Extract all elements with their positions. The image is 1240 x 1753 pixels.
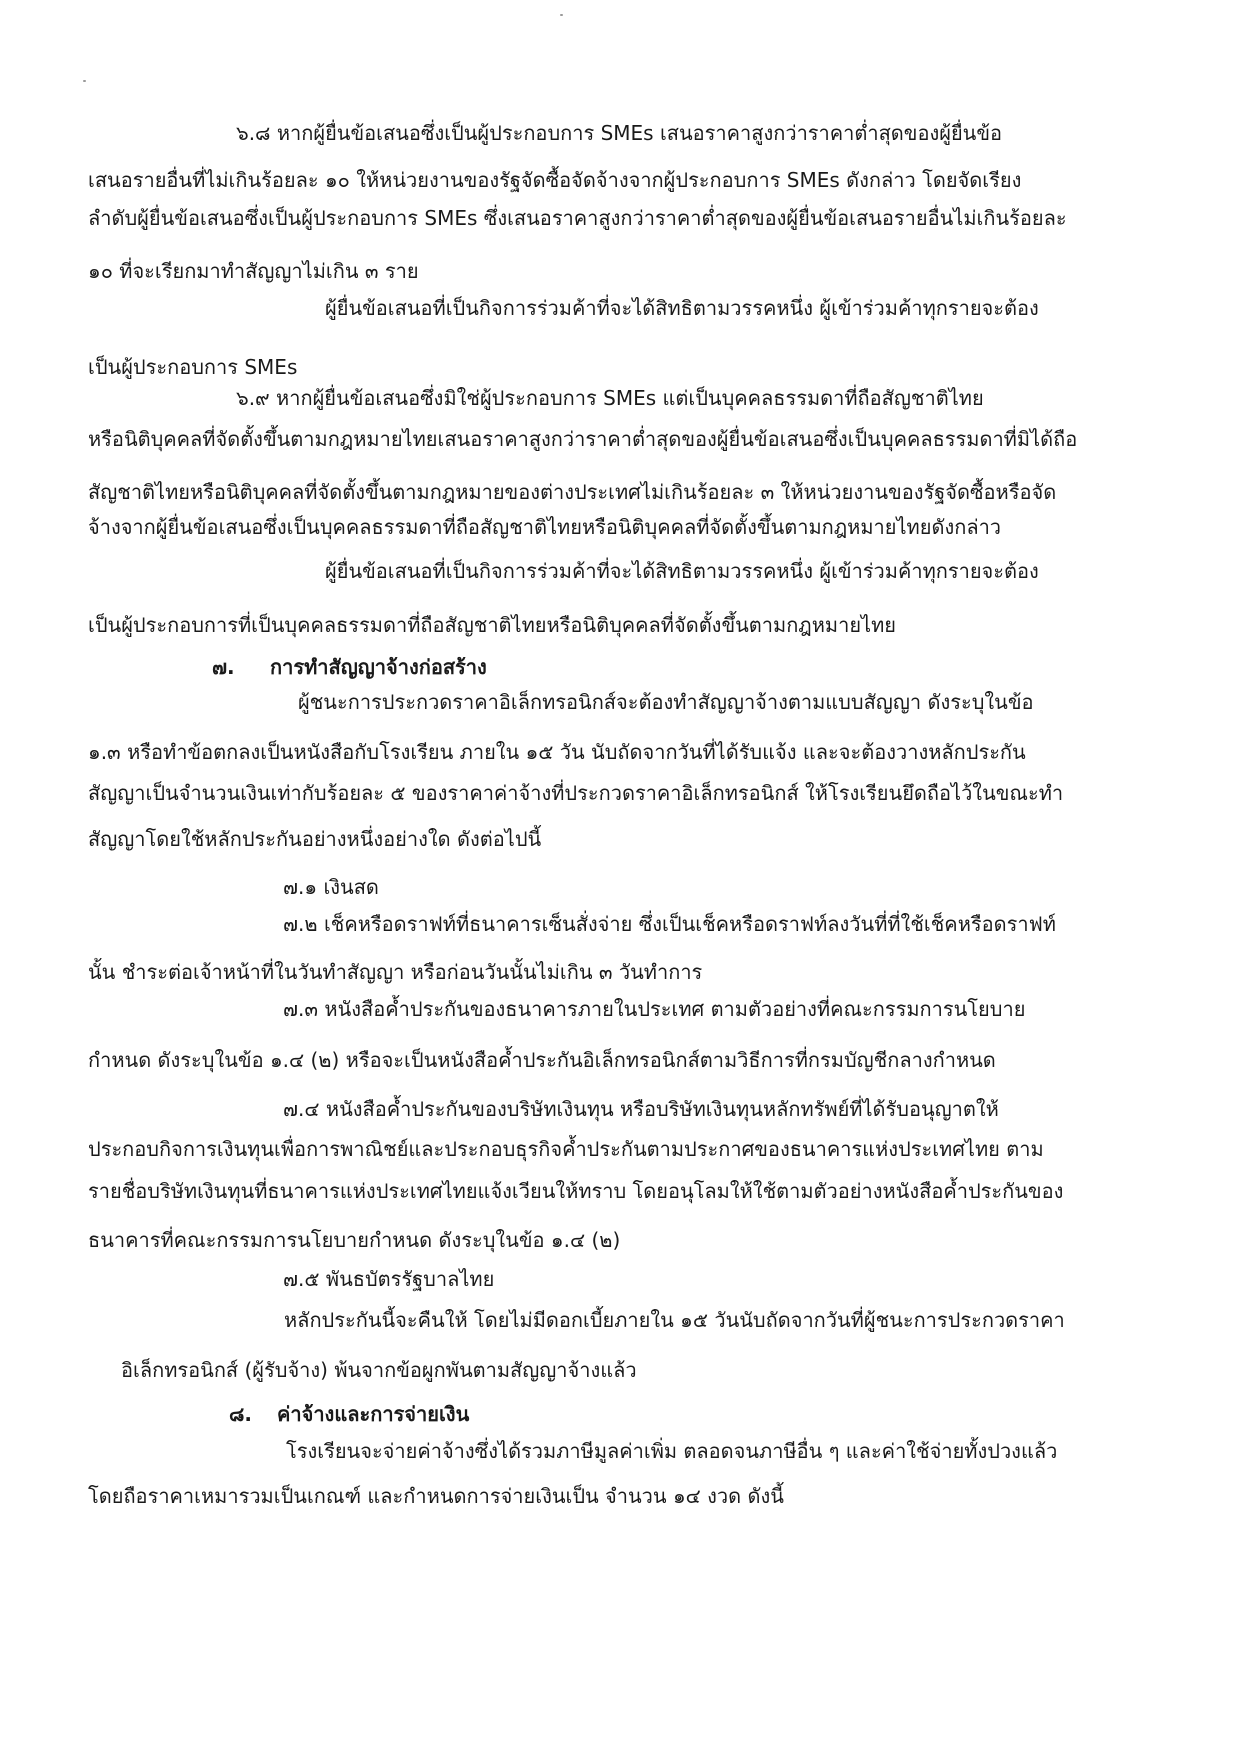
return-guarantee-line-2: อิเล็กทรอนิกส์ (ผู้รับจ้าง) พ้นจากข้อผูกพันตามสัญญาจ้างแล้ว xyxy=(121,1358,637,1382)
clause-7-2-line-2: นั้น ชำระต่อเจ้าหน้าที่ในวันทำสัญญา หรือก่อนวันนั้นไม่เกิน ๓ วันทำการ xyxy=(88,960,703,984)
clause-7-4-line-2: ประกอบกิจการเงินทุนเพื่อการพาณิชย์และประกอบธุรกิจค้ำประกันตามประกาศของธนาคารแห่งประเทศไทย ตาม xyxy=(88,1137,1044,1161)
clause-6-9-line-3: สัญชาติไทยหรือนิติบุคคลที่จัดตั้งขึ้นตามกฎหมายของต่างประเทศไม่เกินร้อยละ ๓ ให้หน่วยงานของรัฐจัดซื้อหรือจัด xyxy=(88,480,1057,504)
clause-6-8-line-3: ลำดับผู้ยื่นข้อเสนอซึ่งเป็นผู้ประกอบการ SMEs ซึ่งเสนอราคาสูงกว่าราคาต่ำสุดของผู้ยื่นข้อเสนอรายอื่นไม่เกินร้อยละ xyxy=(88,206,1067,230)
clause-6-9-jv-line-1: ผู้ยื่นข้อเสนอที่เป็นกิจการร่วมค้าที่จะได้สิทธิตามวรรคหนึ่ง ผู้เข้าร่วมค้าทุกรายจะต้อง xyxy=(325,559,1039,583)
section-8-heading xyxy=(229,1400,469,1428)
clause-6-9-jv-line-2: เป็นผู้ประกอบการที่เป็นบุคคลธรรมดาที่ถือสัญชาติไทยหรือนิติบุคคลที่จัดตั้งขึ้นตามกฎหมายไทย xyxy=(88,613,897,637)
section-7-heading xyxy=(212,653,487,681)
clause-7-4-line-4: ธนาคารที่คณะกรรมการนโยบายกำหนด ดังระบุในข้อ ๑.๔ (๒) xyxy=(88,1228,621,1252)
clause-6-8-jv-line-1: ผู้ยื่นข้อเสนอที่เป็นกิจการร่วมค้าที่จะได้สิทธิตามวรรคหนึ่ง ผู้เข้าร่วมค้าทุกรายจะต้อง xyxy=(325,296,1039,320)
scan-speck xyxy=(83,80,86,82)
section-8-para-line-1: โรงเรียนจะจ่ายค่าจ้างซึ่งได้รวมภาษีมูลค่าเพิ่ม ตลอดจนภาษีอื่น ๆ และค่าใช้จ่ายทั้งปวงแล้ว xyxy=(286,1439,1058,1463)
clause-7-2-line-1: ๗.๒ เช็คหรือดราฟท์ที่ธนาคารเซ็นสั่งจ่าย ซึ่งเป็นเช็คหรือดราฟท์ลงวันที่ที่ใช้เช็คหรือดราฟท์ xyxy=(283,912,1056,936)
clause-6-9-line-4: จ้างจากผู้ยื่นข้อเสนอซึ่งเป็นบุคคลธรรมดาที่ถือสัญชาติไทยหรือนิติบุคคลที่จัดตั้งขึ้นตามกฎหมายไทยดังกล่าว xyxy=(88,515,1002,539)
section-7-number: ๗. xyxy=(212,655,235,679)
clause-7-1: ๗.๑ เงินสด xyxy=(283,875,379,899)
section-7-title: การทำสัญญาจ้างก่อสร้าง xyxy=(270,655,487,679)
section-7-para-line-3: สัญญาเป็นจำนวนเงินเท่ากับร้อยละ ๕ ของราคาค่าจ้างที่ประกวดราคาอิเล็กทรอนิกส์ ให้โรงเรียนยึดถือไว้ในขณะทำ xyxy=(88,781,1064,805)
clause-6-8-jv-line-2: เป็นผู้ประกอบการ SMEs xyxy=(88,355,298,379)
clause-6-8-line-2: เสนอรายอื่นที่ไม่เกินร้อยละ ๑๐ ให้หน่วยงานของรัฐจัดซื้อจัดจ้างจากผู้ประกอบการ SMEs ดังกล่าว โดยจัดเรียง xyxy=(88,168,1022,192)
section-8-para-line-2: โดยถือราคาเหมารวมเป็นเกณฑ์ และกำหนดการจ่ายเงินเป็น จำนวน ๑๔ งวด ดังนี้ xyxy=(88,1484,784,1508)
clause-7-4-line-1: ๗.๔ หนังสือค้ำประกันของบริษัทเงินทุน หรือบริษัทเงินทุนหลักทรัพย์ที่ได้รับอนุญาตให้ xyxy=(283,1097,999,1121)
clause-6-9-line-2: หรือนิติบุคคลที่จัดตั้งขึ้นตามกฎหมายไทยเสนอราคาสูงกว่าราคาต่ำสุดของผู้ยื่นข้อเสนอซึ่งเป็นบุคคลธรรมดาที่มิได้ถือ xyxy=(88,427,1078,451)
clause-6-8-line-1: ๖.๘ หากผู้ยื่นข้อเสนอซึ่งเป็นผู้ประกอบการ SMEs เสนอราคาสูงกว่าราคาต่ำสุดของผู้ยื่นข้อ xyxy=(236,121,1003,145)
return-guarantee-line-1: หลักประกันนี้จะคืนให้ โดยไม่มีดอกเบี้ยภายใน ๑๕ วันนับถัดจากวันที่ผู้ชนะการประกวดราคา xyxy=(284,1308,1065,1332)
section-7-para-line-1: ผู้ชนะการประกวดราคาอิเล็กทรอนิกส์จะต้องทำสัญญาจ้างตามแบบสัญญา ดังระบุในข้อ xyxy=(298,690,1034,714)
clause-7-5: ๗.๕ พันธบัตรรัฐบาลไทย xyxy=(283,1267,495,1291)
section-8-title: ค่าจ้างและการจ่ายเงิน xyxy=(277,1402,470,1426)
clause-6-9-line-1: ๖.๙ หากผู้ยื่นข้อเสนอซึ่งมิใช่ผู้ประกอบการ SMEs แต่เป็นบุคคลธรรมดาที่ถือสัญชาติไทย xyxy=(236,386,984,410)
clause-6-8-line-4: ๑๐ ที่จะเรียกมาทำสัญญาไม่เกิน ๓ ราย xyxy=(88,259,419,283)
scan-speck xyxy=(560,14,563,16)
clause-7-4-line-3: รายชื่อบริษัทเงินทุนที่ธนาคารแห่งประเทศไทยแจ้งเวียนให้ทราบ โดยอนุโลมให้ใช้ตามตัวอย่างหนังสือค้ำประกันของ xyxy=(88,1179,1064,1203)
section-7-para-line-2: ๑.๓ หรือทำข้อตกลงเป็นหนังสือกับโรงเรียน ภายใน ๑๕ วัน นับถัดจากวันที่ได้รับแจ้ง และจะต้องวางหลักประกัน xyxy=(88,740,1026,764)
section-8-number: ๘. xyxy=(229,1402,253,1426)
clause-7-3-line-2: กำหนด ดังระบุในข้อ ๑.๔ (๒) หรือจะเป็นหนังสือค้ำประกันอิเล็กทรอนิกส์ตามวิธีการที่กรมบัญชีกลางกำหนด xyxy=(88,1048,996,1072)
clause-7-3-line-1: ๗.๓ หนังสือค้ำประกันของธนาคารภายในประเทศ ตามตัวอย่างที่คณะกรรมการนโยบาย xyxy=(283,997,1026,1021)
section-7-para-line-4: สัญญาโดยใช้หลักประกันอย่างหนึ่งอย่างใด ดังต่อไปนี้ xyxy=(88,827,542,851)
